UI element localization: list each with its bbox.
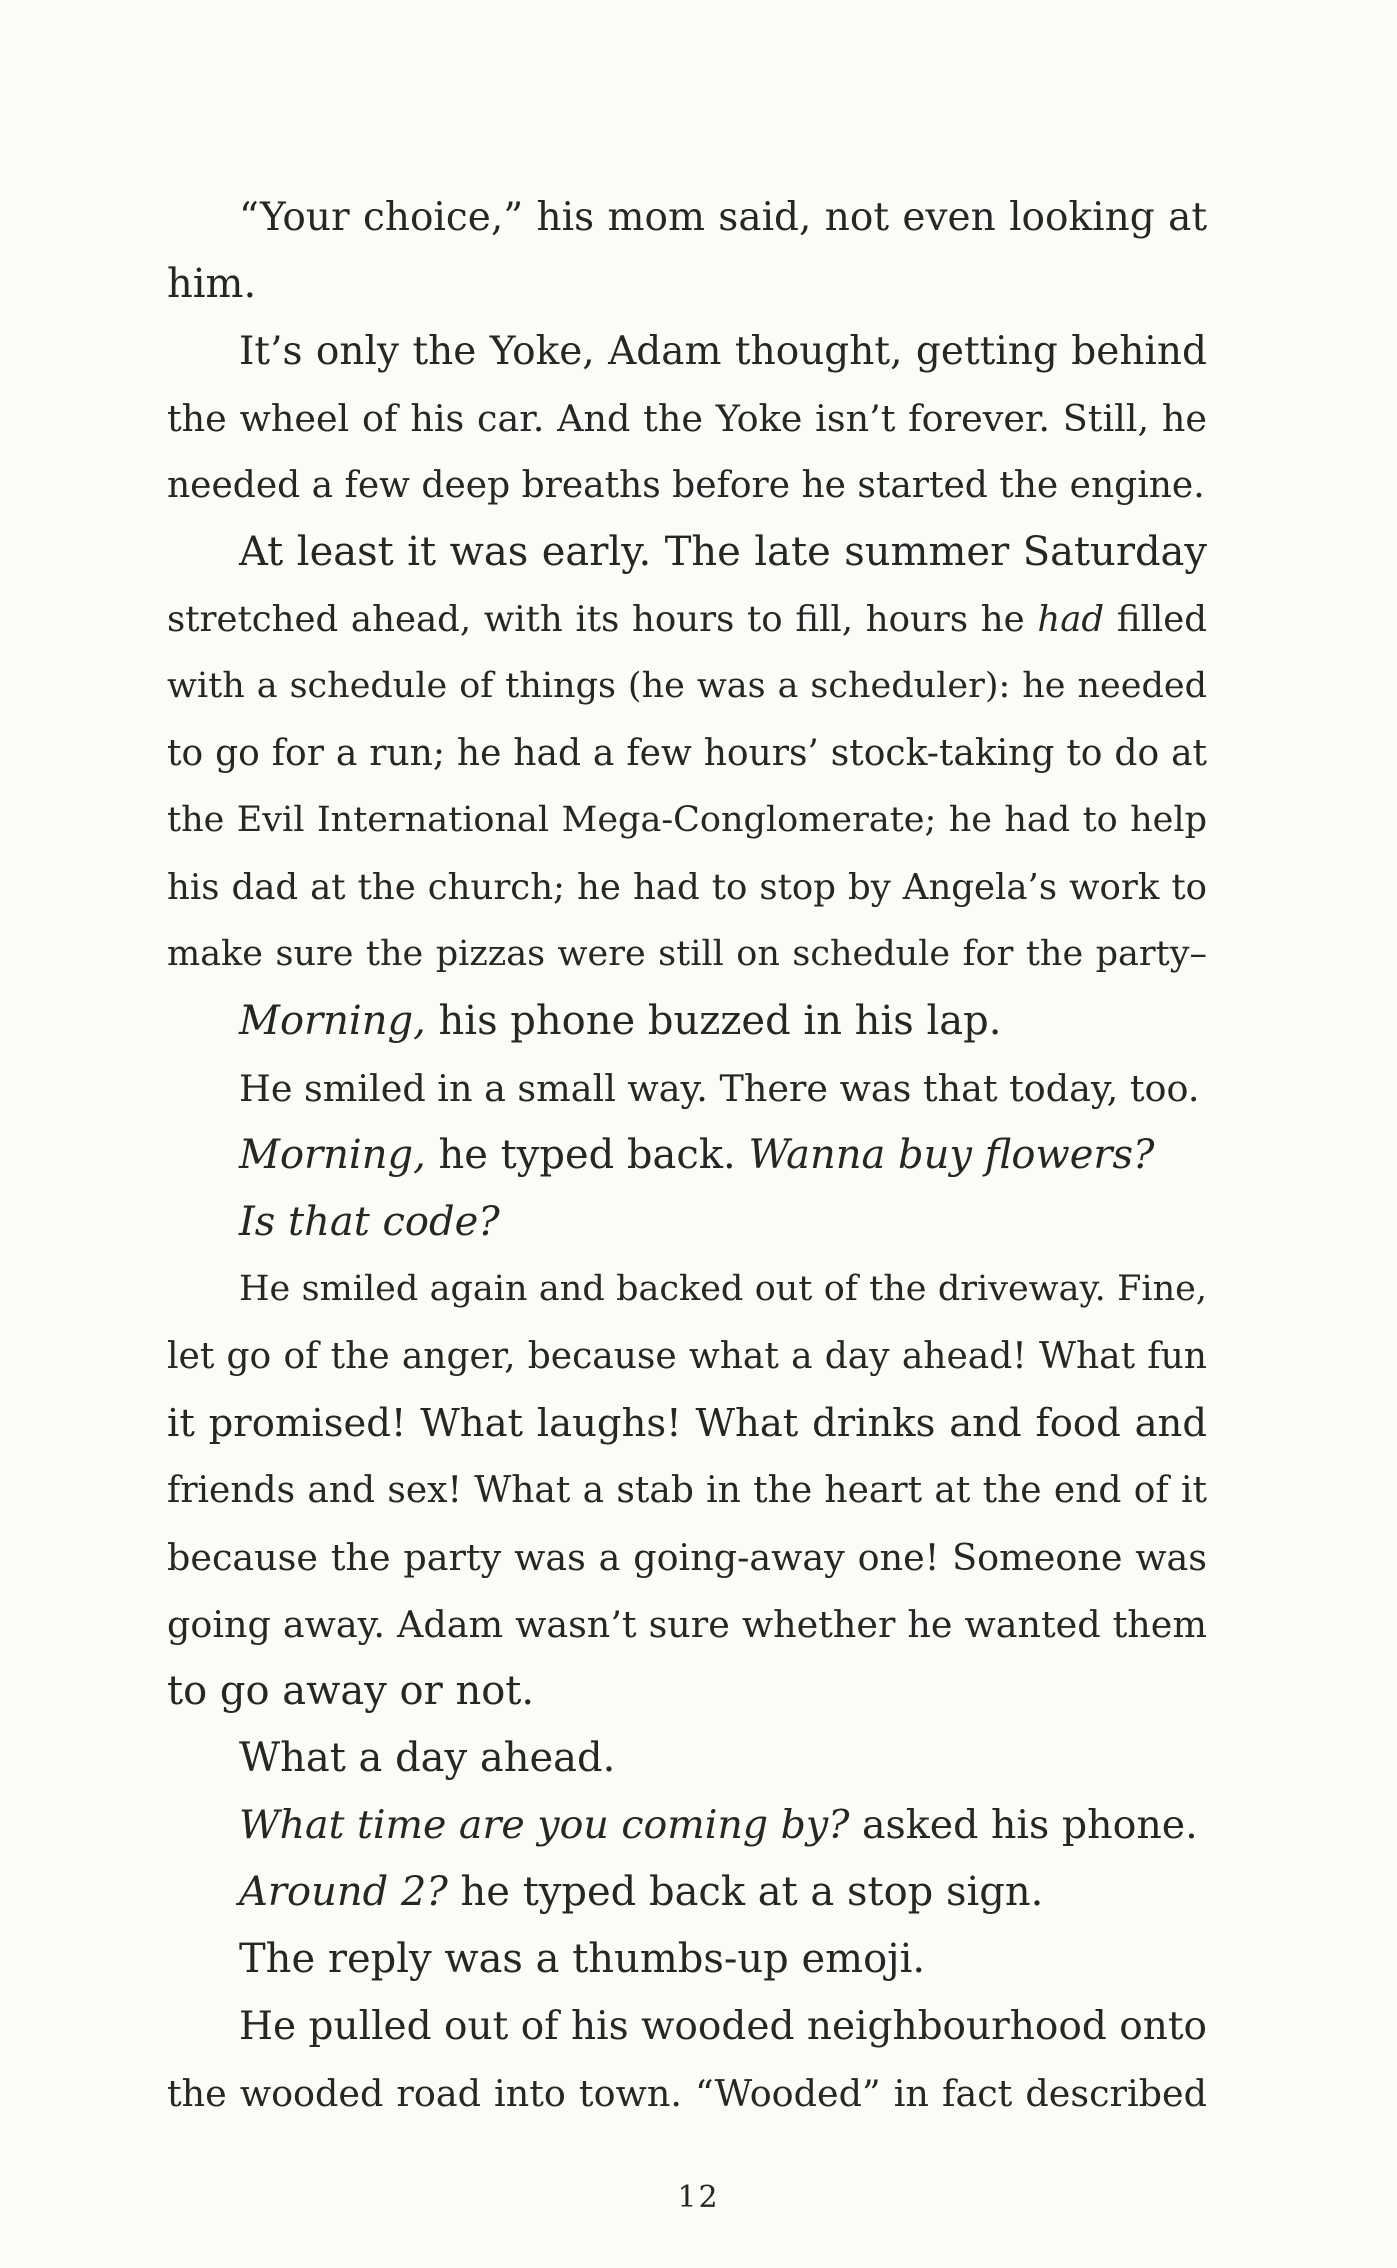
italic-text: Is that code? [239, 1199, 500, 1245]
text-line [167, 1055, 1207, 1122]
italic-text: Around 2? [239, 1869, 448, 1915]
italic-text: What time are you coming by? [239, 1802, 850, 1848]
text-line [167, 318, 1207, 385]
text-line [167, 1390, 1207, 1457]
text-line [167, 1658, 1207, 1725]
text-line [167, 452, 1207, 519]
text-line [167, 787, 1207, 854]
text-span: his dad at the church; he had to stop by Angela’s work to [167, 867, 1207, 908]
text-line [167, 1323, 1207, 1390]
text-span: The reply was a thumbs-up emoji. [239, 1936, 926, 1982]
italic-text: Morning, [239, 1132, 426, 1178]
text-line [167, 2060, 1207, 2127]
text-span: with a schedule of things (he was a scheduler): he needed [167, 666, 1207, 706]
text-span: He smiled in a small way. There was that today, too. [239, 1067, 1200, 1110]
text-span: it promised! What laughs! What drinks and food and [167, 1401, 1207, 1446]
text-span: He smiled again and backed out of the driveway. Fine, [239, 1269, 1207, 1309]
text-line [167, 854, 1207, 921]
text-span: the Evil International Mega-Conglomerate; he had to help [167, 800, 1207, 840]
text-line [167, 1859, 1207, 1926]
text-span: What a day ahead. [239, 1735, 616, 1781]
text-span: let go of the anger, because what a day ahead! What fun [167, 1336, 1207, 1377]
page-number: 12 [677, 2180, 720, 2215]
text-span: At least it was early. The late summer Saturday [239, 529, 1207, 575]
text-span: filled [1104, 599, 1207, 640]
text-line [167, 653, 1207, 720]
text-line [167, 988, 1207, 1055]
text-line [167, 184, 1207, 251]
text-line [167, 1926, 1207, 1993]
text-line [167, 385, 1207, 452]
text-line [167, 1725, 1207, 1792]
text-span: the wooded road into town. “Wooded” in fact described [167, 2072, 1207, 2115]
text-span: “Your choice,” his mom said, not even looking at [239, 195, 1207, 240]
text-line [167, 1457, 1207, 1524]
text-line [167, 251, 1207, 318]
italic-text: Morning, [239, 998, 426, 1044]
text-line [167, 1256, 1207, 1323]
text-span: needed a few deep breaths before he started the engine. [167, 465, 1205, 506]
text-span: he typed back at a stop sign. [447, 1869, 1044, 1915]
text-span: the wheel of his car. And the Yoke isn’t forever. Still, he [167, 397, 1207, 440]
text-line [167, 720, 1207, 787]
text-span: He pulled out of his wooded neighbourhood onto [239, 2004, 1207, 2049]
text-line [167, 1591, 1207, 1658]
italic-text: Wanna buy flowers? [748, 1132, 1155, 1178]
text-line [167, 1792, 1207, 1859]
text-span: going away. Adam wasn’t sure whether he wanted them [167, 1603, 1207, 1646]
text-line [167, 519, 1207, 586]
text-span: make sure the pizzas were still on schedule for the party– [167, 934, 1207, 974]
text-span: to go away or not. [167, 1668, 535, 1714]
text-span: he typed back. [425, 1132, 749, 1178]
text-span: to go for a run; he had a few hours’ stock-taking to do at [167, 733, 1207, 774]
text-line [167, 1189, 1207, 1256]
text-line [167, 586, 1207, 653]
text-span: friends and sex! What a stab in the heart at the end of it [167, 1470, 1207, 1511]
text-span: asked his phone. [849, 1802, 1198, 1848]
text-span: his phone buzzed in his lap. [425, 998, 1002, 1044]
italic-text: had [1037, 599, 1105, 640]
body-text [167, 184, 1207, 2127]
text-line [167, 1122, 1207, 1189]
text-line [167, 1993, 1207, 2060]
text-span: because the party was a going-away one! Someone was [167, 1536, 1207, 1579]
text-line [167, 1524, 1207, 1591]
text-span: him. [167, 261, 257, 307]
text-line [167, 921, 1207, 988]
text-span: stretched ahead, with its hours to fill, hours he [167, 599, 1038, 640]
text-span: It’s only the Yoke, Adam thought, getting behind [239, 329, 1207, 374]
